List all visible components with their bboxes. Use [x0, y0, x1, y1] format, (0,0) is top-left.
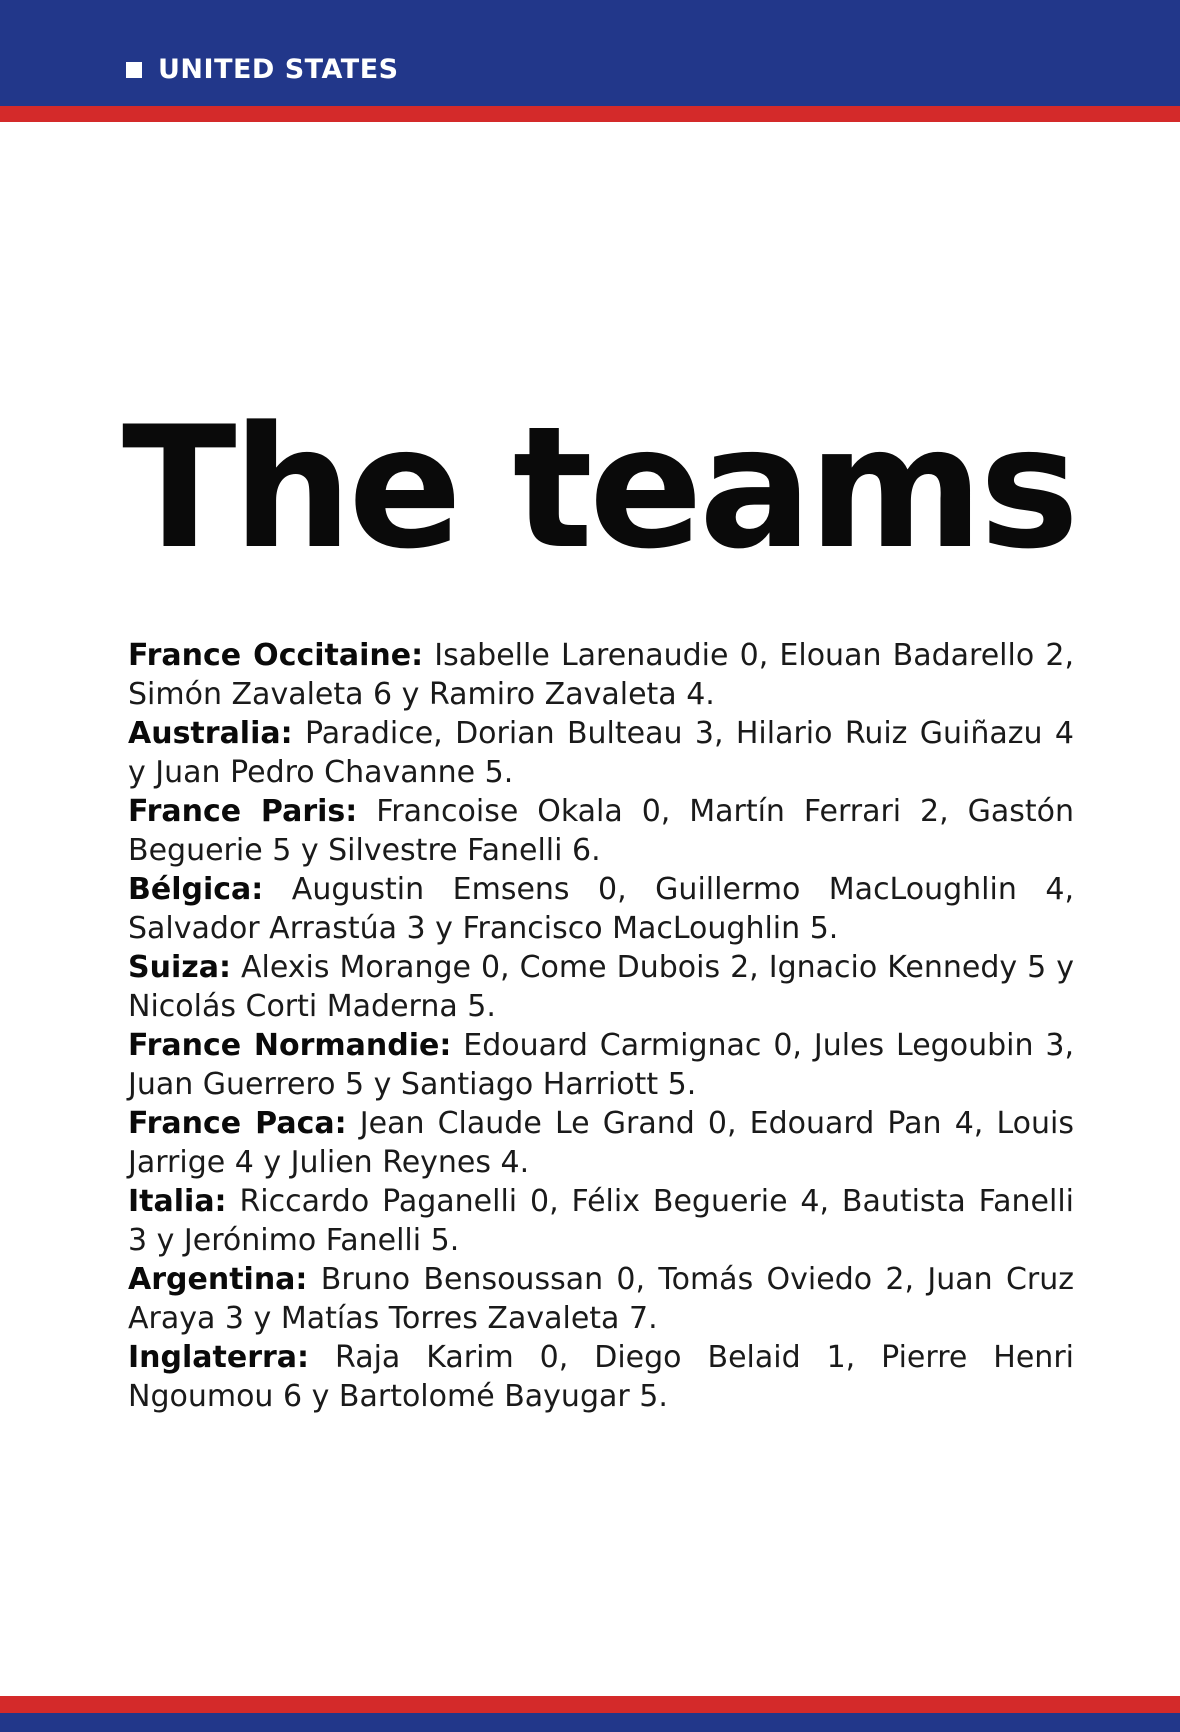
section-tag	[126, 52, 399, 88]
team-players: Bruno Bensoussan 0, Tomás Oviedo 2, Juan Cruz Araya 3 y Matías Torres Zavaleta 7.	[128, 1262, 1074, 1336]
team-players: Jean Claude Le Grand 0, Edouard Pan 4, Louis Jarrige 4 y Julien Reynes 4.	[128, 1106, 1074, 1180]
team-entry	[128, 1260, 1074, 1338]
team-players: Augustin Emsens 0, Guillermo MacLoughlin 4, Salvador Arrastúa 3 y Francisco MacLoughlin 5.	[128, 872, 1074, 946]
team-entry	[128, 948, 1074, 1026]
team-name: France Normandie:	[128, 1028, 452, 1063]
team-entry	[128, 1338, 1074, 1416]
header-stripe	[0, 106, 1180, 122]
footer-stripe	[0, 1696, 1180, 1713]
team-name: France Paris:	[128, 794, 358, 829]
team-players: Raja Karim 0, Diego Belaid 1, Pierre Henri Ngoumou 6 y Bartolomé Bayugar 5.	[128, 1340, 1074, 1414]
team-players: Isabelle Larenaudie 0, Elouan Badarello 2, Simón Zavaleta 6 y Ramiro Zavaleta 4.	[128, 638, 1074, 712]
team-name: Bélgica:	[128, 872, 264, 907]
team-players: Edouard Carmignac 0, Jules Legoubin 3, Juan Guerrero 5 y Santiago Harriott 5.	[128, 1028, 1074, 1102]
team-entry	[128, 870, 1074, 948]
team-name: France Paca:	[128, 1106, 347, 1141]
page-title: The teams	[122, 390, 1076, 586]
team-name: France Occitaine:	[128, 638, 424, 673]
team-entry	[128, 792, 1074, 870]
team-entry	[128, 714, 1074, 792]
team-entry	[128, 1182, 1074, 1260]
team-name: Inglaterra:	[128, 1340, 310, 1375]
team-players: Alexis Morange 0, Come Dubois 2, Ignacio Kennedy 5 y Nicolás Corti Maderna 5.	[128, 950, 1074, 1024]
team-name: Italia:	[128, 1184, 227, 1219]
teams-list	[128, 636, 1074, 1416]
footer-band	[0, 1713, 1180, 1732]
team-players: Paradice, Dorian Bulteau 3, Hilario Ruiz Guiñazu 4 y Juan Pedro Chavanne 5.	[128, 716, 1074, 790]
team-entry	[128, 1026, 1074, 1104]
team-players: Francoise Okala 0, Martín Ferrari 2, Gastón Beguerie 5 y Silvestre Fanelli 6.	[128, 794, 1074, 868]
team-name: Suiza:	[128, 950, 231, 985]
team-entry	[128, 636, 1074, 714]
team-players: Riccardo Paganelli 0, Félix Beguerie 4, Bautista Fanelli 3 y Jerónimo Fanelli 5.	[128, 1184, 1075, 1258]
team-name: Argentina:	[128, 1262, 308, 1297]
section-label: UNITED STATES	[158, 54, 399, 85]
team-entry	[128, 1104, 1074, 1182]
team-name: Australia:	[128, 716, 293, 751]
square-bullet-icon	[126, 62, 142, 78]
